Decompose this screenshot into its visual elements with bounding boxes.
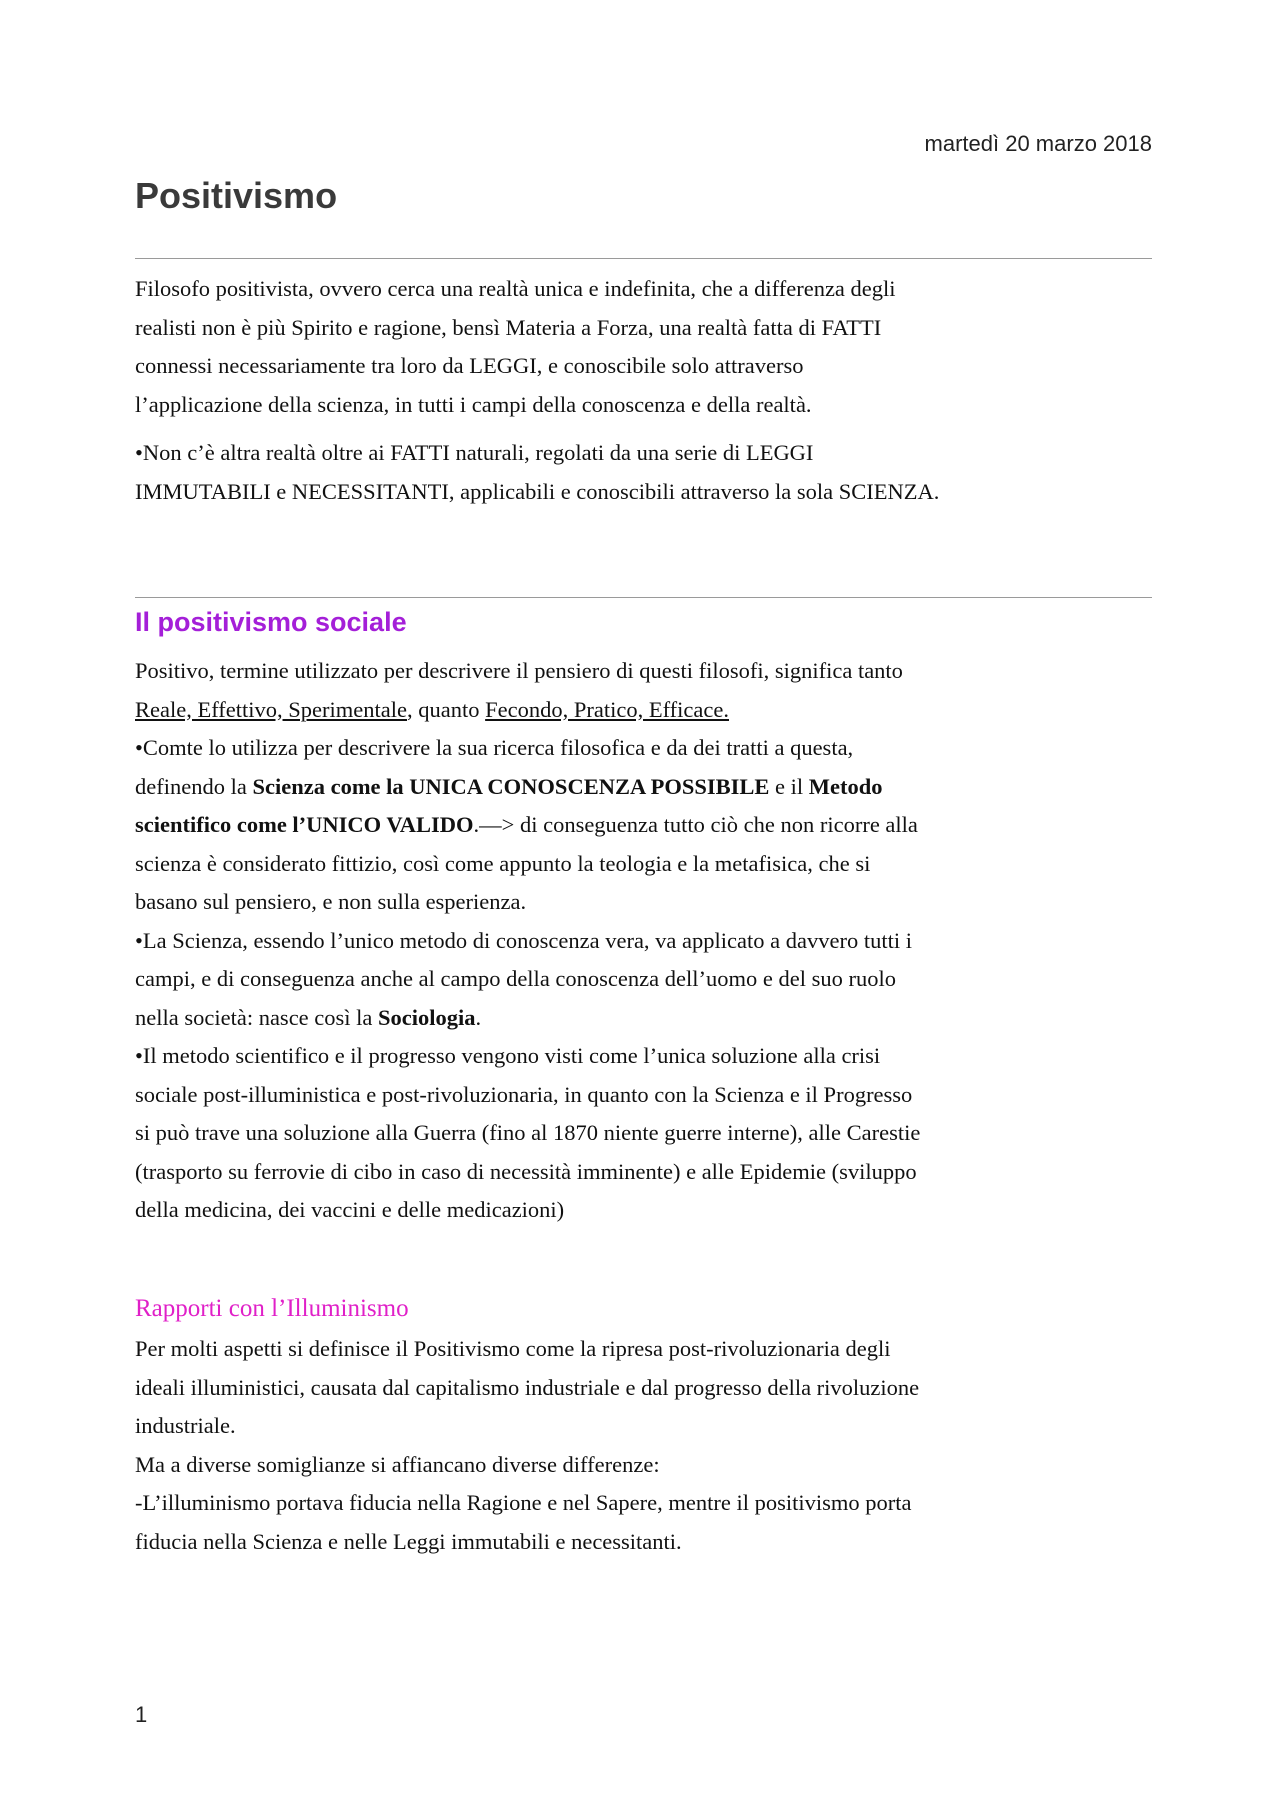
body-line — [135, 806, 1165, 845]
rapporti-illuminismo-section — [135, 1330, 1165, 1561]
underlined-terms: Fecondo, Pratico, Efficace. — [485, 696, 729, 722]
body-line: scienza è considerato fittizio, così come appunto la teologia e la metafisica, che si — [135, 850, 871, 876]
bold-text: Metodo — [808, 773, 883, 799]
body-line: ideali illuministici, causata dal capitalismo industriale e dal progresso della rivoluzione — [135, 1374, 920, 1400]
document-date: martedì 20 marzo 2018 — [924, 131, 1152, 156]
body-line: della medicina, dei vaccini e delle medicazioni) — [135, 1197, 565, 1222]
body-line: campi, e di conseguenza anche al campo della conoscenza dell’uomo e del suo ruolo — [135, 966, 896, 991]
body-line: -L’illuminismo portava fiducia nella Ragione e nel Sapere, mentre il positivismo porta — [135, 1490, 912, 1515]
body-line: si può trave una soluzione alla Guerra (fino al 1870 niente guerre interne), alle Carestie — [135, 1120, 921, 1145]
section-heading-rapporti-illuminismo: Rapporti con l’Illuminismo — [135, 1295, 409, 1322]
body-line: Per molti aspetti si definisce il Positivismo come la ripresa post-rivoluzionaria degli — [135, 1336, 891, 1361]
body-line: Positivo, termine utilizzato per descrivere il pensiero di questi filosofi, significa tanto — [135, 658, 903, 683]
inline-text: . — [475, 1004, 482, 1030]
intro-line: Filosofo positivista, ovvero cerca una realtà unica e indefinita, che a differenza degli — [135, 276, 896, 301]
intro-bullet-line: •Non c’è altra realtà oltre ai FATTI naturali, regolati da una serie di LEGGI — [135, 440, 814, 465]
body-line: basano sul pensiero, e non sulla esperienza. — [135, 889, 527, 914]
inline-text: definendo la — [135, 773, 253, 799]
body-line: (trasporto su ferrovie di cibo in caso di necessità imminente) e alle Epidemie (sviluppo — [135, 1158, 917, 1184]
inline-text: .—> di conseguenza tutto ciò che non ricorre alla — [473, 812, 918, 837]
page-number: 1 — [135, 1702, 148, 1727]
body-line — [135, 999, 1165, 1038]
body-line: industriale. — [135, 1413, 236, 1438]
body-line: •La Scienza, essendo l’unico metodo di conoscenza vera, va applicato a davvero tutti i — [135, 927, 912, 953]
intro-line: connessi necessariamente tra loro da LEGGI, e conoscibile solo attraverso — [135, 353, 804, 378]
body-line: fiducia nella Scienza e nelle Leggi immutabili e necessitanti. — [135, 1528, 682, 1554]
bold-text: Sociologia — [378, 1004, 476, 1030]
inline-text: nella società: nasce così la — [135, 1004, 379, 1030]
body-line: •Comte lo utilizza per descrivere la sua ricerca filosofica e da dei tratti a questa, — [135, 735, 854, 760]
underlined-terms: Reale, Effettivo, Sperimentale — [135, 696, 407, 722]
intro-section — [135, 270, 1165, 511]
bold-text: scientifico come l’UNICO VALIDO — [135, 812, 474, 837]
body-line: Ma a diverse somiglianze si affiancano diverse differenze: — [135, 1451, 660, 1477]
body-line: sociale post-illuministica e post-rivoluzionaria, in quanto con la Scienza e il Progresso — [135, 1081, 913, 1107]
body-line — [135, 691, 1165, 730]
page-title: Positivismo — [135, 175, 338, 216]
body-line: •Il metodo scientifico e il progresso vengono visti come l’unica soluzione alla crisi — [135, 1043, 881, 1068]
divider-middle — [135, 597, 1152, 598]
intro-bullet-line: IMMUTABILI e NECESSITANTI, applicabili e conoscibili attraverso la sola SCIENZA. — [135, 478, 940, 504]
inline-text: e il — [769, 773, 809, 799]
paragraph-gap — [135, 424, 1165, 434]
inline-text: , quanto — [407, 696, 486, 722]
bold-text: Scienza come la UNICA CONOSCENZA POSSIBILE — [252, 773, 770, 799]
intro-line: realisti non è più Spirito e ragione, bensì Materia a Forza, una realtà fatta di FATTI — [135, 314, 882, 340]
divider-top — [135, 258, 1152, 259]
body-line — [135, 768, 1165, 807]
positivismo-sociale-section — [135, 652, 1165, 1230]
intro-line: l’applicazione della scienza, in tutti i campi della conoscenza e della realtà. — [135, 391, 812, 417]
section-heading-positivismo-sociale: Il positivismo sociale — [135, 607, 407, 637]
